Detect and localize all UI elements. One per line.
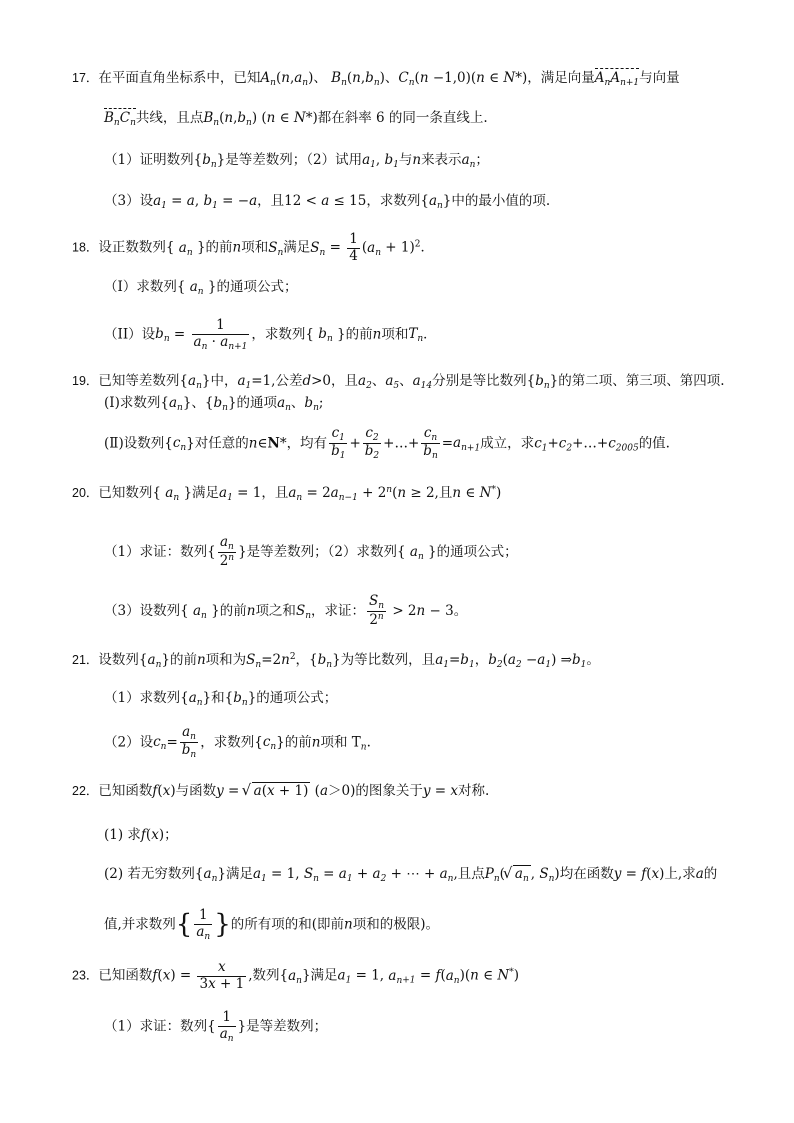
problem-number: 18． — [72, 240, 99, 255]
problem-19-line-2: (Ⅰ)求数列$\{a_n\}$、$\{b_n\}$的通项$a_n$、$b_n$; — [104, 395, 324, 413]
problem-18-line-2: （I）求数列{ $a_n$ }的通项公式； — [104, 279, 298, 297]
problem-number: 19． — [72, 374, 99, 388]
problem-21-line-1: 21．设数列$\{a_n\}$的前n项和为$S_n=2n^2$，$\{b_n\}$为等比数列，且$a_1=b_1$，$b_2(a_2 -a_1)$ $\Rightarrow b_1$。 — [72, 652, 600, 670]
problem-22-line-4: 值,并求数列{ $\frac{1}{a_n}$ }的所有项的和(即前n项和的极限)。 — [104, 907, 440, 942]
problem-18-line-1: 18．设正数数列{ $a_n$ }的前n项和$S_n$满足$S_n$ = $\frac{1}{4}$ $(a_n + 1)^2$． — [72, 231, 434, 264]
vector-an-an1: $A_nA_{n+1}$ — [594, 70, 640, 88]
problem-23-line-2: （1）求证：数列{ $\frac{1}{a_n}$ }是等差数列； — [104, 1009, 328, 1044]
problem-17-line-4: （3）设$a_1 = a$, $b_1 = -a$，且12 < a ≤ 15，求数列$\{a_n\}$中的最小值的项. — [104, 193, 551, 211]
problem-20-line-2: （1）求证：数列{ $\frac{a_n}{2^n}$ }是等差数列；（2）求数列{ $a_n$ }的通项公式； — [104, 534, 518, 570]
vector-bn-cn: $B_nC_n$ — [104, 110, 136, 128]
problem-number: 23． — [72, 968, 99, 983]
problem-number: 22． — [72, 784, 99, 798]
problem-17-line-2: $B_nC_n$共线，且点$B_n(n,b_n)$ (n ∈ N*)都在斜率 6 的同一条直线上. — [104, 110, 488, 128]
problem-21-line-3: （2）设$c_n=$ $\frac{a_n}{b_n}$ ，求数列$\{c_n\}$的前n项和 $T_n$. — [104, 724, 371, 761]
problem-20-line-3: （3）设数列{ $a_n$ }的前n项之和$S_n$，求证： $\frac{S_n}{2^n}$ > 2n − 3。 — [104, 593, 468, 629]
problem-19-line-1: 19．已知等差数列$\{a_n\}$中，$a_1=1$,公差d>0，且$a_2$、$a_5$、$a_{14}$分别是等比数列$\{b_n\}$的第二项、第三项、第四项. — [72, 373, 725, 391]
problem-17-line-3: （1）证明数列$\{b_n\}$是等差数列；（2）试用$a_1$, $b_1$与n来表示$a_n$； — [104, 152, 489, 170]
problem-23-line-1: 23．已知函数f(x) = $\frac{x}{3x + 1}$ ,数列$\{a_n\}$满足$a_1 = 1$, $a_{n+1} = f(a_n)(n$ ∈ N*) — [72, 959, 520, 992]
problem-22-line-3: (2) 若无穷数列$\{a_n\}$满足$a_1 = 1$, $S_n = a_1 + a_2$ + ⋯ + $a_n$,且点$P_n(√$ $a_n$ , $S_n$)均在函数y = f(x)上,求a的 — [104, 866, 717, 885]
problem-number: 21． — [72, 653, 99, 667]
problem-22-line-2: (1) 求f(x)； — [104, 827, 178, 843]
problem-20-line-1: 20．已知数列{ $a_n$ }满足$a_1 = 1$，且$a_n = 2a_{n-1} + 2^n(n \ge 2$,且n ∈ N*) — [72, 485, 502, 503]
problem-18-line-3: （II）设$b_n$ = $\frac{1}{a_n \cdot a_{n+1}}$ ，求数列{ $b_n$ }的前n项和$T_n$． — [104, 317, 437, 352]
problem-number: 20． — [72, 486, 99, 500]
problem-17-line-1: 17．在平面直角坐标系中，已知$A_n(n,a_n)$、 $B_n(n,b_n)$、$C_n(n -1,0)(n$ ∈ N*)，满足向量$A_nA_{n+1}$与向量 — [72, 70, 680, 88]
problem-number: 17． — [72, 71, 99, 85]
problem-19-line-3: (Ⅱ)设数列$\{c_n\}$对任意的n∈N*，均有 $\frac{c_1}{b_1}$ + $\frac{c_2}{b_2}$ +…+ $\frac{c_n}{b_n}$ $=a_{n+1}$成立，求$c_1+c_2+\dots+c_{2005}$的值. — [104, 425, 670, 462]
problem-21-line-2: （1）求数列$\{a_n\}$和$\{b_n\}$的通项公式； — [104, 690, 338, 708]
problem-22-line-1: 22．已知函数f(x)与函数y = √ a(x + 1) (a＞0)的图象关于y = x对称. — [72, 783, 489, 799]
